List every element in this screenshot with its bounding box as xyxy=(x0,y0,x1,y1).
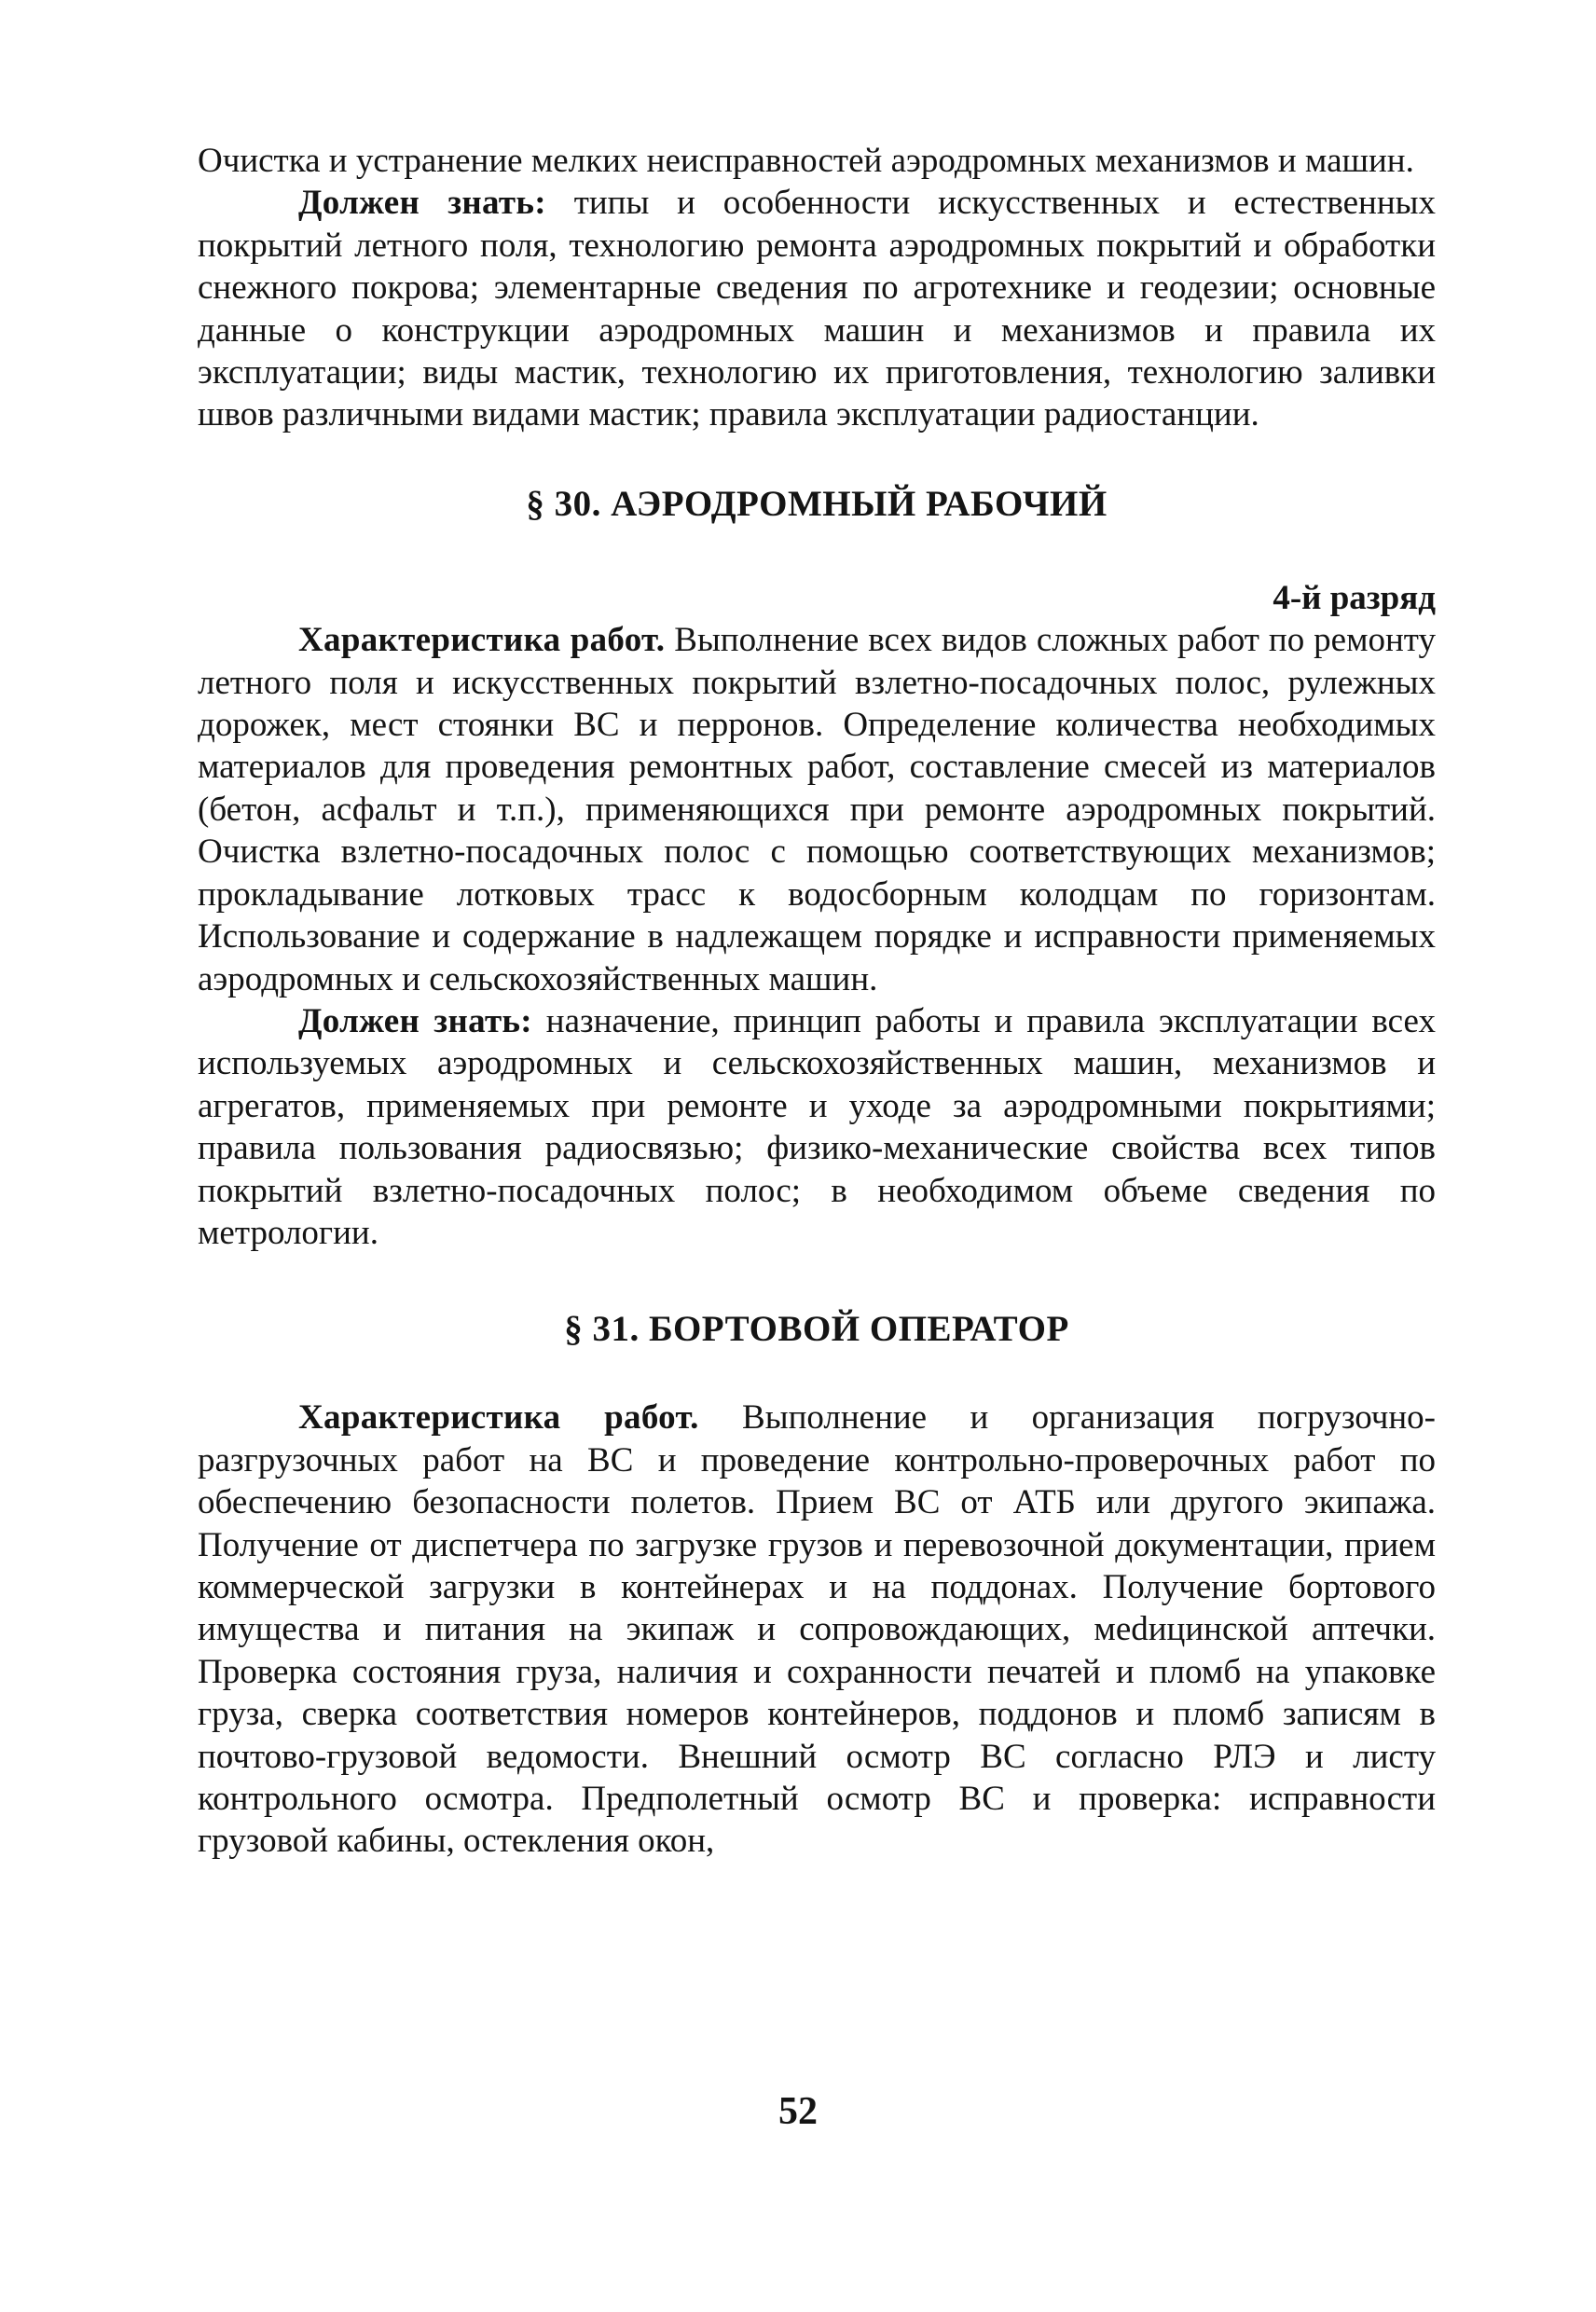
intro-paragraph: Очистка и устранение мелких неисправностей аэродромных механизмов и машин. xyxy=(198,142,1414,180)
page-number: 52 xyxy=(778,2090,818,2133)
must-know-text: типы и особенности искусственных и естественных покрытий летного поля, технологию ремонта аэродромных покрытий и обработки снежного покрова; элементарные сведения по агротехнике и геодезии; основные данные о конструкции аэродромных машин и механизмов и правила их эксплуатации; виды мастик, технологию их приготовления, технологию заливки швов различными видами мастик; правила эксплуатации радиостанции. xyxy=(198,184,1436,434)
must-know-label: Должен знать: xyxy=(298,1001,532,1040)
work-characteristics-text: Выполнение всех видов сложных работ по ремонту летного поля и искусственных покрытий взлетно-посадочных полос, рулежных дорожек, мест стоянки ВС и перронов. Определение количества необходимых материалов для проведения ремонтных работ, составление смесей из материалов (бетон, асфальт и т.п.), применяющихся при ремонте аэродромных покрытий. Очистка взлетно-посадочных полос с помощью соответствующих механизмов; прокладывание лотковых трасс к водосборным колодцам по горизонтам. Использование и содержание в надлежащем порядке и исправности применяемых аэродромных и сельскохозяйственных машин. xyxy=(198,621,1436,998)
grade-label: 4-й разряд xyxy=(1273,578,1436,617)
work-characteristics-label: Характеристика работ. xyxy=(298,1398,699,1438)
must-know-label: Должен знать: xyxy=(298,184,546,223)
must-know-text: назначение, принцип работы и правила эксплуатации всех используемых аэродромных и сельскохозяйственных машин, механизмов и агрегатов, применяемых при ремонте и уходе за аэродромными покрытиями; правила пользования радиосвязью; физико-механические свойства всех типов покрытий взлетно-посадочных полос; в необходимом объеме сведения по метрологии. xyxy=(198,1001,1436,1252)
intro-must-know-paragraph xyxy=(198,182,1436,435)
section-30-work-paragraph xyxy=(198,619,1436,1000)
work-characteristics-text: Выполнение и организация погрузочно-разгрузочных работ на ВС и проведение контрольно-проверочных работ по обеспечению безопасности полетов. Прием ВС от АТБ или другого экипажа. Получение от диспетчера по загрузке грузов и перевозочной документации, прием коммерческой загрузки в контейнерах и на поддонах. Получение бортового имущества и питания на экипаж и сопровождающих, меdицинской аптечки. Проверка состояния груза, наличия и сохранности печатей и пломб на упаковке груза, сверка соответствия номеров контейнеров, поддонов и пломб записям в почтово-грузовой ведомости. Внешний осмотр ВС согласно РЛЭ и листу контрольного осмотра. Предполетный осмотр ВС и проверка: исправности грузовой кабины, остекления окон, xyxy=(198,1398,1436,1861)
section-30-heading: § 30. АЭРОДРОМНЫЙ РАБОЧИЙ xyxy=(526,483,1108,524)
section-31-work-paragraph xyxy=(198,1397,1436,1862)
work-characteristics-label: Характеристика работ. xyxy=(298,621,666,660)
section-31-heading: § 31. БОРТОВОЙ ОПЕРАТОР xyxy=(564,1309,1069,1350)
section-30-must-know-paragraph xyxy=(198,1000,1436,1254)
document-page xyxy=(198,140,1436,1863)
